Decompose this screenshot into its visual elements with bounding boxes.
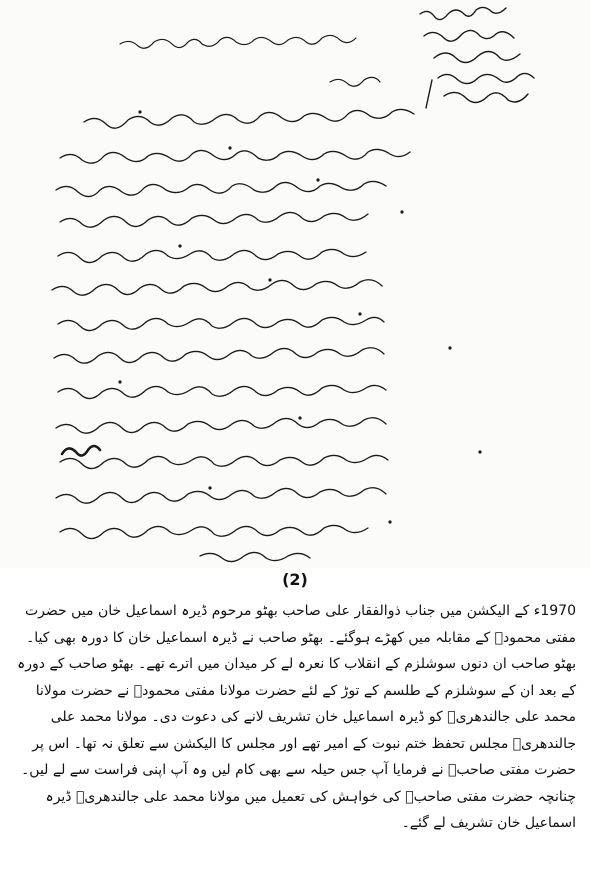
letter-diacritics bbox=[118, 110, 481, 523]
letter-header-notes bbox=[420, 7, 534, 108]
letter-body-handwriting bbox=[52, 109, 414, 561]
article-body bbox=[14, 598, 576, 837]
figure-number: (2) bbox=[282, 570, 308, 589]
letter-scribble bbox=[62, 446, 100, 456]
letter-salutation bbox=[120, 35, 380, 86]
article-paragraph: 1970ء کے الیکشن میں جناب ذوالفقار علی صاحب بھٹو مرحوم ڈیرہ اسماعیل خان میں حضرت مفتی محمودؒ کے مقابلہ میں کھڑے ہوگئے۔ بھٹو صاحب نے ڈیرہ اسماعیل خان کا دورہ بھی کیا۔ بھٹو صاحب ان دنوں سوشلزم کے انقلاب کا نعرہ لے کر میدان میں اترے تھے۔ بھٹو صاحب کے دورہ کے بعد ان کے سوشلزم کے طلسم کے توڑ کے لئے حضرت مولانا مفتی محمودؒ نے حضرت مولانا محمد علی جالندھریؒ کو ڈیرہ اسماعیل خان تشریف لانے کی دعوت دی۔ مولانا محمد علی جالندھریؒ مجلس تحفظ ختم نبوت کے امیر تھے اور مجلس کا الیکشن سے تعلق نہ تھا۔ اس پر حضرت مفتی صاحبؒ نے فرمایا آپ جس حیلہ سے بھی کام لیں وہ آپ اپنی فراست سے لے لیں۔ چنانچہ حضرت مفتی صاحبؒ کی خواہش کی تعمیل میں مولانا محمد علی جالندھریؒ ڈیرہ اسماعیل خان تشریف لے گئے۔ bbox=[17, 603, 576, 831]
